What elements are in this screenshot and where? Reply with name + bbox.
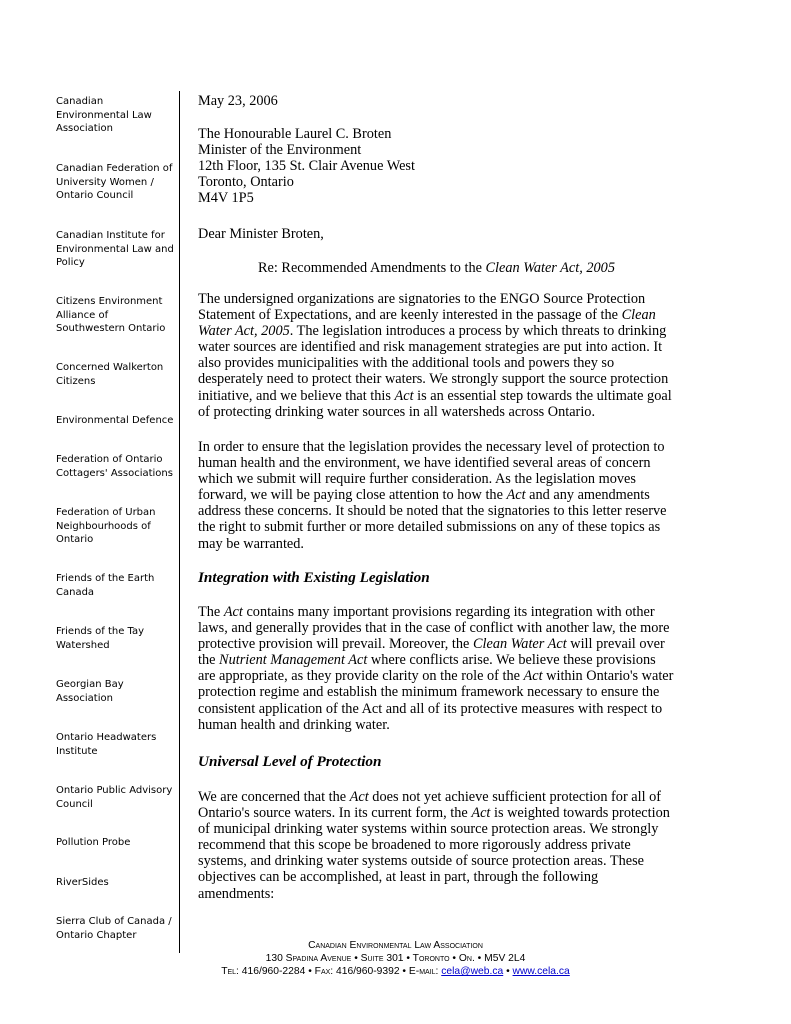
org-item: Pollution Probe xyxy=(56,837,131,848)
recipient-address xyxy=(198,126,676,206)
text: where conflicts arise. We believe these provisions are appropriate, as they provide clarity on the role of the xyxy=(198,652,656,685)
org-item: Concerned Walkerton Citizens xyxy=(56,362,164,387)
org-item: RiverSides xyxy=(56,877,109,888)
re-line xyxy=(258,260,678,276)
salutation: Dear Minister Broten, xyxy=(198,226,324,242)
section-heading-integration: Integration with Existing Legislation xyxy=(198,569,430,586)
text: In order to ensure that the legislation provides the necessary level of protection to human health and the environment, we have identified several areas of concern which we submit will require further consideration. As the legislation moves forward, we will be paying close attention to how the xyxy=(198,439,665,504)
section-heading-universal: Universal Level of Protection xyxy=(198,753,382,770)
text: contains many important provisions regarding its integration with other laws, and generally provides that in the case of conflict with another law, the more protective provision will prevail. Moreover, the xyxy=(198,604,670,653)
text: and any amendments address these concerns. It should be noted that the signatories to this letter reserve the right to submit further or more detailed submissions on any of these topics as may be warranted. xyxy=(198,487,667,552)
address-line: The Honourable Laurel C. Broten xyxy=(198,126,392,142)
footer-tel: Tel: 416/960-2284 • Fax: 416/960-9392 • E-mail: xyxy=(221,966,442,977)
address-line: 12th Floor, 135 St. Clair Avenue West xyxy=(198,158,415,175)
org-item: Ontario Public Advisory Council xyxy=(56,785,173,810)
org-item: Ontario Headwaters Institute xyxy=(56,732,157,757)
act-ref: Act xyxy=(223,604,243,620)
text: does not yet achieve sufficient protection for all of Ontario's source waters. In its current form, the xyxy=(198,789,662,822)
act-ref: Act xyxy=(471,805,491,822)
sidebar-divider xyxy=(179,91,180,953)
address-line: Toronto, Ontario xyxy=(198,174,294,191)
org-item: Federation of Urban Neighbourhoods of Ontario xyxy=(56,507,156,545)
re-prefix: Re: Recommended Amendments to the xyxy=(258,260,486,276)
footer-contact xyxy=(0,965,791,978)
text: will prevail over the xyxy=(198,636,665,669)
re-title: Clean Water Act, 2005 xyxy=(485,260,615,276)
text: The xyxy=(198,604,224,620)
paragraph-universal xyxy=(198,789,676,902)
act-ref: Nutrient Management Act xyxy=(219,652,368,669)
text: The undersigned organizations are signatories to the ENGO Source Protection Statement of Expectations, and are keenly interested in the passage of the xyxy=(198,291,646,324)
org-item: Canadian Environmental Law Association xyxy=(56,96,152,134)
letter-date: May 23, 2006 xyxy=(198,93,278,109)
website-link[interactable]: www.cela.ca xyxy=(512,966,570,977)
text: within Ontario's water protection regime and establish the minimum framework necessary to ensure the consistent application of the Act and all of its protective measures with respect to human health and drinking water. xyxy=(198,668,674,733)
act-title: Clean Water Act, 2005 xyxy=(198,307,656,340)
org-item: Friends of the Earth Canada xyxy=(56,573,155,598)
text: is weighted towards protection of municipal drinking water systems within source protection areas. We strongly recommend that this scope be broadened to more rigorously address private systems, and drinking water systems outside of source protection areas. These objectives can be accomplished, at least in part, through the following amendments: xyxy=(198,805,670,902)
act-ref: Act xyxy=(506,487,526,504)
letterhead-footer xyxy=(0,939,791,978)
text: . The legislation introduces a process by which threats to drinking water sources are identified and risk management strategies are put into action. It also provides municipalities with the additional tools and powers they so desperately need to protect their waters. We strongly support the source protection initiative, and we believe that this xyxy=(198,323,669,404)
act-ref: Act xyxy=(394,387,414,404)
org-item: Sierra Club of Canada / Ontario Chapter xyxy=(56,916,172,941)
org-item: Friends of the Tay Watershed xyxy=(56,626,145,651)
act-ref: Clean Water Act xyxy=(472,636,567,653)
footer-org: Canadian Environmental Law Association xyxy=(308,940,483,951)
org-item: Environmental Defence xyxy=(56,415,174,426)
org-item: Citizens Environment Alliance of Southwestern Ontario xyxy=(56,296,166,334)
paragraph-integration xyxy=(198,604,676,733)
act-ref: Act xyxy=(523,668,543,685)
email-link[interactable]: cela@web.ca xyxy=(441,966,504,977)
org-item: Canadian Institute for Environmental Law and Policy xyxy=(56,230,174,268)
address-line: Minister of the Environment xyxy=(198,142,362,159)
org-item: Georgian Bay Association xyxy=(56,679,124,704)
org-item: Federation of Ontario Cottagers' Associations xyxy=(56,454,173,479)
org-item: Canadian Federation of University Women / Ontario Council xyxy=(56,163,173,201)
act-ref: Act xyxy=(349,789,369,805)
separator: • xyxy=(503,966,513,977)
paragraph-intro xyxy=(198,291,676,420)
text: is an essential step towards the ultimate goal of protecting drinking water sources in all watersheds across Ontario. xyxy=(198,387,672,420)
text: We are concerned that the xyxy=(198,789,350,805)
address-line: M4V 1P5 xyxy=(198,190,254,207)
paragraph-concerns xyxy=(198,439,676,552)
footer-address: 130 Spadina Avenue • Suite 301 • Toronto • On. • M5V 2L4 xyxy=(265,953,526,964)
